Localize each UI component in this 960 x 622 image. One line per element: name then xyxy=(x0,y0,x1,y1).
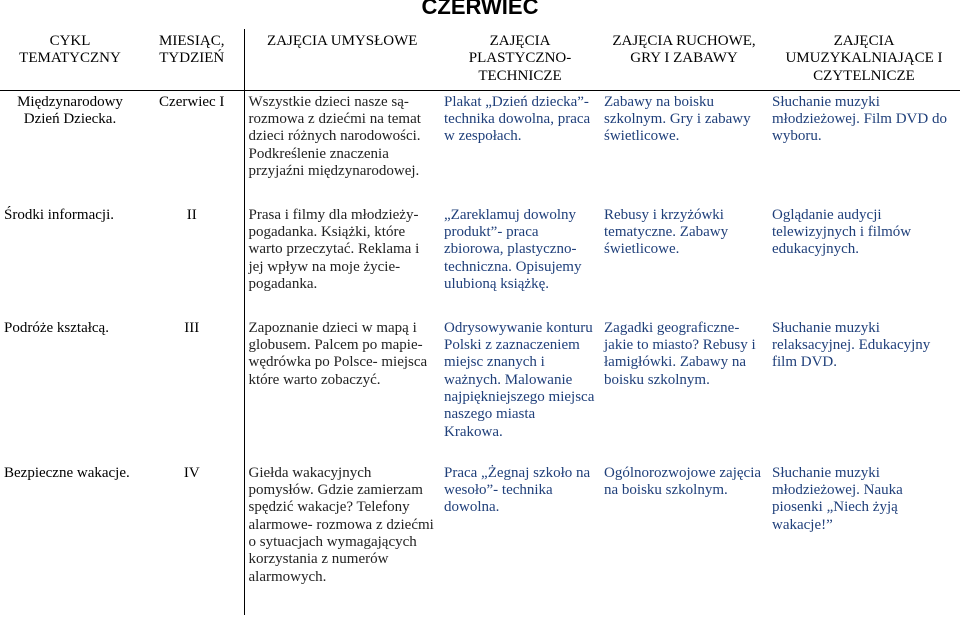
art-cell: Odrysowywanie konturu Polski z zaznaczeniem miejsc znanych i ważnych. Malowanie najpiękniejszego miejsca naszego miasta Krakowa. xyxy=(444,319,595,440)
cycle-cell: Międzynarodowy Dzień Dziecka. xyxy=(17,93,123,128)
music-cell: Oglądanie audycji telewizyjnych i filmów edukacyjnych. xyxy=(772,206,912,258)
header-mental: ZAJĘCIA UMYSŁOWE xyxy=(244,29,440,90)
art-cell: Plakat „Dzień dziecka”- technika dowolna, praca w zespołach. xyxy=(444,93,591,145)
movement-cell: Rebusy i krzyżówki tematyczne. Zabawy świetlicowe. xyxy=(604,206,729,258)
week-cell: Czerwiec I xyxy=(140,90,244,207)
header-row xyxy=(0,29,960,90)
week-cell: IV xyxy=(140,465,244,615)
table-row xyxy=(0,90,960,207)
mental-cell: Giełda wakacyjnych pomysłów. Gdzie zamierzam spędzić wakacje? Telefony alarmowe- rozmowa z dziećmi o sytuacjach wymagających korzystania z numerów alarmowych. xyxy=(248,464,434,585)
cycle-cell: Bezpieczne wakacje. xyxy=(4,464,130,481)
cycle-cell: Środki informacji. xyxy=(4,206,114,223)
table-row xyxy=(0,465,960,615)
header-art: ZAJĘCIA PLASTYCZNO-TECHNICZE xyxy=(440,29,600,90)
movement-cell: Ogólnorozwojowe zajęcia na boisku szkolnym. xyxy=(604,464,762,499)
art-cell: Praca „Żegnaj szkoło na wesoło”- technika dowolna. xyxy=(444,464,591,516)
mental-cell: Zapoznanie dzieci w mapą i globusem. Palcem po mapie- wędrówka po Polsce- miejsca które warto zobaczyć. xyxy=(248,319,428,388)
table-row xyxy=(0,207,960,320)
week-cell: II xyxy=(140,207,244,320)
header-music: ZAJĘCIA UMUZYKALNIAJĄCE I CZYTELNICZE xyxy=(768,29,960,90)
music-cell: Słuchanie muzyki młodzieżowej. Nauka piosenki „Niech żyją wakacje!” xyxy=(772,464,903,533)
header-movement: ZAJĘCIA RUCHOWE, GRY I ZABAWY xyxy=(600,29,768,90)
week-cell: III xyxy=(140,320,244,465)
mental-cell: Wszystkie dzieci nasze są- rozmowa z dziećmi na temat dzieci różnych narodowości. Podkreślenie znaczenia przyjaźni międzynarodowej. xyxy=(248,93,421,180)
art-cell: „Zareklamuj dowolny produkt”- praca zbiorowa, plastyczno- techniczna. Opisujemy ulubioną książkę. xyxy=(444,206,582,293)
page-title: CZERWIEC xyxy=(421,0,539,19)
plan-table xyxy=(0,29,960,615)
mental-cell: Prasa i filmy dla młodzieży- pogadanka. Książki, które warto przeczytać. Reklama i jej wpływ na moje życie- pogadanka. xyxy=(248,206,420,293)
header-cycle: CYKL TEMATYCZNY xyxy=(0,29,140,90)
movement-cell: Zabawy na boisku szkolnym. Gry i zabawy świetlicowe. xyxy=(604,93,751,145)
movement-cell: Zagadki geograficzne- jakie to miasto? Rebusy i łamigłówki. Zabawy na boisku szkolnym. xyxy=(604,319,756,388)
header-month: MIESIĄC, TYDZIEŃ xyxy=(140,29,244,90)
table-row xyxy=(0,320,960,465)
music-cell: Słuchanie muzyki młodzieżowej. Film DVD do wyboru. xyxy=(772,93,947,145)
music-cell: Słuchanie muzyki relaksacyjnej. Edukacyjny film DVD. xyxy=(772,319,931,371)
cycle-cell: Podróże kształcą. xyxy=(4,319,109,336)
